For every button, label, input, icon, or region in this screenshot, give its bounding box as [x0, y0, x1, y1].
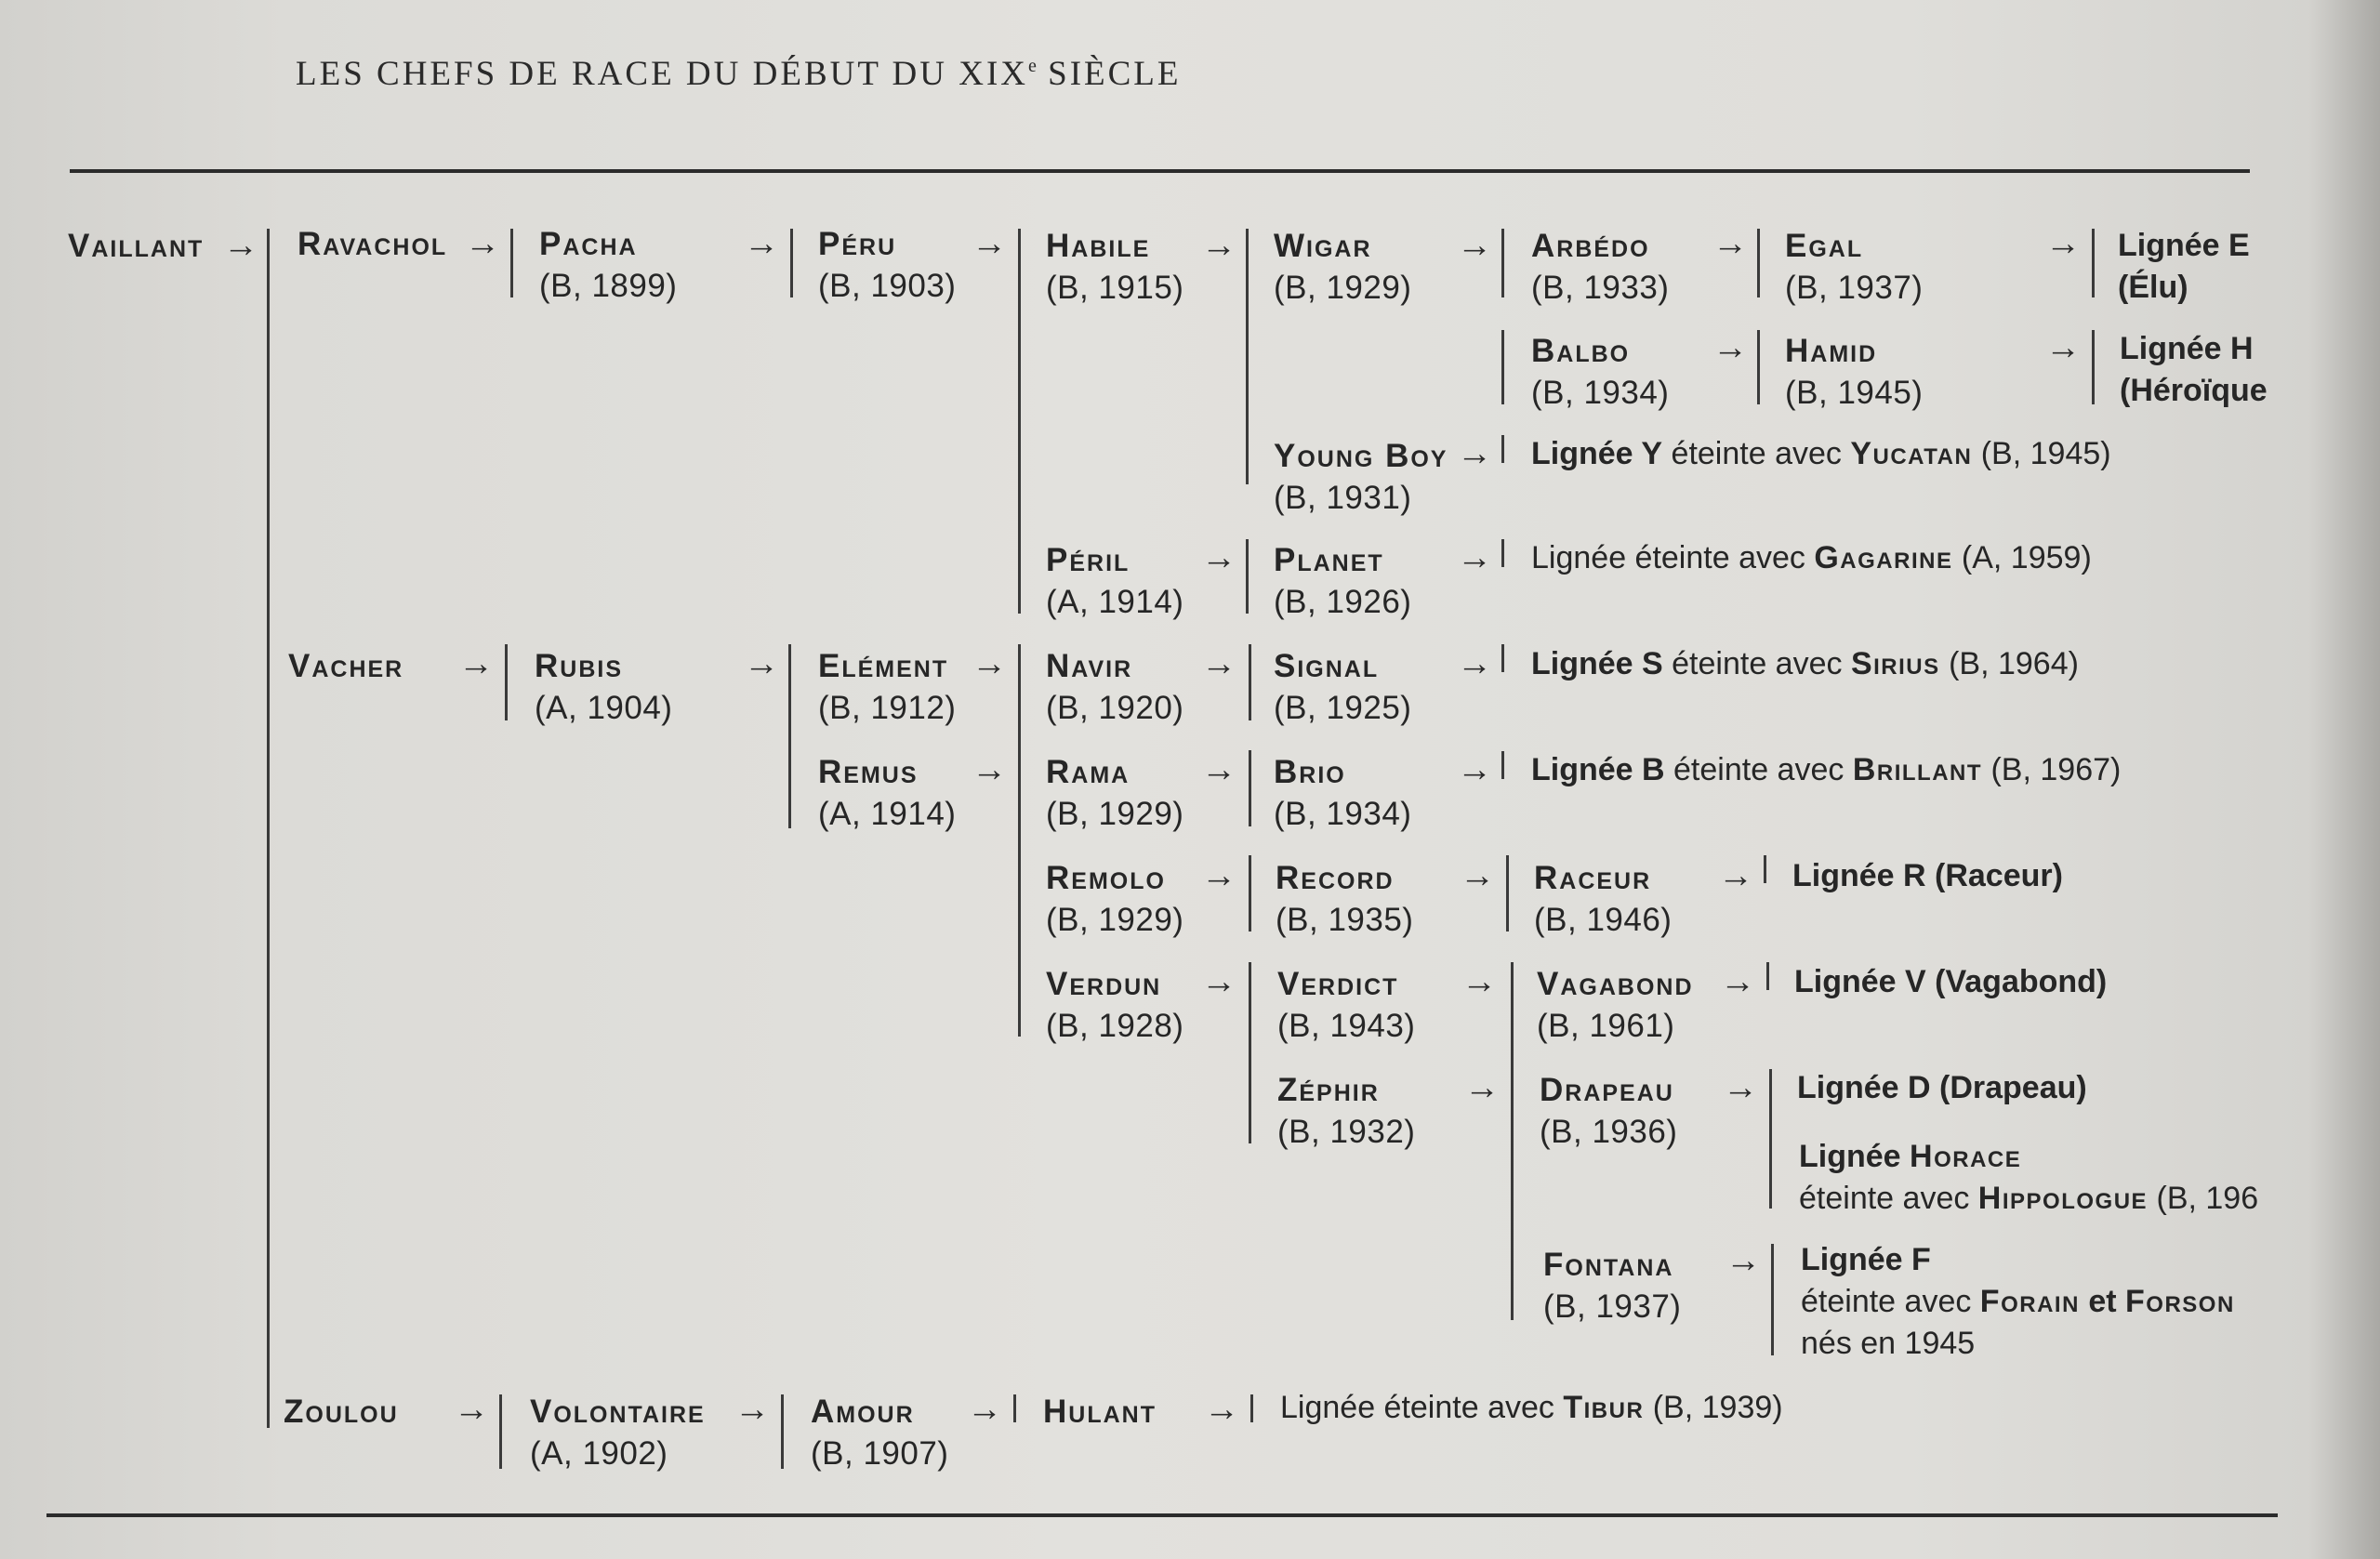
title-text-end: SIÈCLE: [1036, 55, 1182, 93]
bracket-line: [1501, 751, 1504, 779]
horse-date: (A, 1902): [530, 1435, 668, 1472]
node-vaillant: [68, 225, 204, 267]
node-brio: [1274, 751, 1411, 835]
lineage-date: (B, 196: [2148, 1181, 2259, 1216]
lineage-label: Lignée: [1799, 1139, 1911, 1174]
lineage-text: éteinte avec: [1662, 436, 1851, 471]
horse-name: Wigar: [1274, 228, 1372, 264]
lineage-horace: [1799, 1136, 2258, 1220]
arrow-icon: →: [972, 644, 1007, 683]
horse-date: (B, 1932): [1277, 1114, 1416, 1150]
node-vacher: [288, 645, 403, 687]
node-zoulou: [284, 1391, 399, 1433]
arrow-icon: →: [744, 644, 779, 683]
lineage-text: Lignée éteinte avec: [1531, 540, 1815, 575]
arrow-icon: →: [1457, 750, 1492, 789]
bracket-line: [1757, 330, 1760, 404]
lineage-label: Lignée F: [1801, 1242, 1931, 1277]
arrow-icon: →: [972, 224, 1007, 263]
bracket-line: [1249, 644, 1251, 720]
bracket-line: [267, 229, 270, 1428]
horse-name: Rama: [1046, 754, 1130, 790]
lineage-e: [2118, 225, 2250, 309]
lineage-tibur: [1280, 1387, 1783, 1429]
lineage-b: [1531, 749, 2121, 791]
arrow-icon: →: [454, 1390, 489, 1429]
bracket-line: [1501, 229, 1504, 297]
horse-name: Record: [1276, 860, 1395, 896]
horse-date: (B, 1929): [1046, 902, 1184, 938]
horse-date: (B, 1920): [1046, 690, 1184, 726]
lineage-note: (Élu): [2118, 270, 2188, 305]
lineage-note: (Héroïque: [2120, 373, 2268, 408]
horse-date: (B, 1945): [1785, 375, 1924, 411]
lineage-date: (B, 1964): [1939, 646, 2079, 681]
lineage-label: Lignée D (Drapeau): [1797, 1070, 2087, 1105]
arrow-icon: →: [1461, 962, 1497, 1001]
bracket-line: [1511, 962, 1514, 1320]
horse-date: (B, 1928): [1046, 1008, 1184, 1044]
arrow-icon: →: [458, 644, 494, 683]
bracket-line: [1771, 1244, 1774, 1355]
arrow-icon: →: [734, 1390, 770, 1429]
lineage-text: éteinte avec: [1664, 752, 1853, 787]
lineage-date: (B, 1967): [1982, 752, 2122, 787]
node-ravachol: [298, 223, 447, 265]
horse-name: Forson: [2125, 1284, 2235, 1319]
horse-date: (B, 1899): [539, 268, 678, 304]
arrow-icon: →: [1460, 856, 1495, 895]
horse-name: Raceur: [1534, 860, 1652, 896]
horse-name: Zoulou: [284, 1394, 399, 1430]
horse-name: Remus: [818, 754, 919, 790]
horse-date: (B, 1925): [1274, 690, 1412, 726]
arrow-icon: →: [2045, 328, 2081, 367]
node-rama: [1046, 751, 1183, 835]
horse-name: Zéphir: [1277, 1072, 1380, 1108]
horse-date: (B, 1935): [1276, 902, 1414, 938]
lineage-label: Lignée Y: [1531, 436, 1663, 471]
horse-name: Navir: [1046, 648, 1133, 684]
node-drapeau: [1540, 1069, 1677, 1153]
bracket-line: [499, 1394, 502, 1469]
node-habile: [1046, 225, 1183, 309]
node-youngboy: [1274, 435, 1448, 519]
node-rubis: [535, 645, 672, 729]
horse-name: Verdict: [1277, 966, 1399, 1002]
node-peru: [818, 223, 956, 307]
horse-date: (B, 1946): [1534, 902, 1673, 938]
lineage-label: Lignée B: [1531, 752, 1665, 787]
bracket-line: [1246, 229, 1249, 484]
bracket-line: [790, 229, 793, 297]
horse-name: Remolo: [1046, 860, 1166, 896]
arrow-icon: →: [1201, 962, 1236, 1001]
horse-date: (B, 1915): [1046, 270, 1184, 306]
bracket-line: [1766, 962, 1769, 990]
lineage-text: éteinte avec: [1662, 646, 1851, 681]
node-raceur: [1534, 857, 1672, 941]
node-amour: [811, 1391, 948, 1474]
node-volontaire: [530, 1391, 706, 1474]
horse-date: (B, 1926): [1274, 584, 1412, 620]
node-balbo: [1531, 330, 1669, 414]
bracket-line: [1769, 1069, 1772, 1209]
arrow-icon: →: [1720, 962, 1755, 1001]
horse-name: Volontaire: [530, 1394, 706, 1430]
horse-date: (B, 1933): [1531, 270, 1670, 306]
horse-name: Young Boy: [1274, 438, 1448, 474]
horse-name: Forain: [1979, 1284, 2080, 1319]
arrow-icon: →: [1464, 1068, 1500, 1107]
bracket-line: [1249, 855, 1251, 931]
lineage-s: [1531, 643, 2079, 685]
bracket-line: [510, 229, 513, 297]
bracket-line: [788, 644, 791, 828]
bottom-rule: [46, 1513, 2278, 1517]
horse-name: Ravachol: [298, 226, 448, 262]
node-fontana: [1543, 1244, 1681, 1328]
lineage-text: éteinte avec: [1801, 1284, 1980, 1319]
bracket-line: [1501, 644, 1504, 672]
horse-date: (B, 1931): [1274, 480, 1412, 516]
lineage-date: (B, 1939): [1644, 1390, 1783, 1425]
horse-name: Balbo: [1531, 333, 1631, 369]
horse-date: (B, 1936): [1540, 1114, 1678, 1150]
lineage-label: Lignée H: [2120, 331, 2254, 366]
bracket-line: [1018, 644, 1021, 1037]
horse-date: (B, 1943): [1277, 1008, 1416, 1044]
node-pacha: [539, 223, 677, 307]
arrow-icon: →: [1457, 434, 1492, 473]
arrow-icon: →: [2045, 224, 2081, 263]
horse-date: (B, 1934): [1274, 796, 1412, 832]
bracket-line: [1018, 229, 1021, 614]
arrow-icon: →: [1201, 538, 1236, 577]
horse-name: Sirius: [1850, 646, 1940, 681]
arrow-icon: →: [1726, 1241, 1761, 1280]
bracket-line: [1757, 229, 1760, 297]
horse-date: (B, 1929): [1046, 796, 1184, 832]
arrow-icon: →: [1457, 538, 1492, 577]
lineage-h: [2120, 328, 2268, 412]
node-zephir: [1277, 1069, 1415, 1153]
lineage-label: Lignée V (Vagabond): [1794, 964, 2108, 999]
bracket-line: [1506, 855, 1509, 931]
node-planet: [1274, 539, 1411, 623]
bracket-line: [1501, 435, 1504, 463]
horse-name: Amour: [811, 1394, 915, 1430]
lineage-text: Lignée éteinte avec: [1280, 1390, 1564, 1425]
arrow-icon: →: [1204, 1390, 1239, 1429]
horse-name: Egal: [1785, 228, 1864, 264]
arrow-icon: →: [223, 226, 258, 265]
lineage-line: [1799, 1178, 2258, 1220]
bracket-line: [781, 1394, 784, 1469]
lineage-f: [1801, 1239, 2235, 1365]
horse-date: (A, 1914): [1046, 584, 1184, 620]
arrow-icon: →: [1201, 856, 1236, 895]
horse-name: Arbédo: [1531, 228, 1650, 264]
node-element: [818, 645, 956, 729]
arrow-icon: →: [967, 1390, 1002, 1429]
node-wigar: [1274, 225, 1411, 309]
title-text: LES CHEFS DE RACE DU DÉBUT DU XIX: [296, 55, 1028, 93]
arrow-icon: →: [1201, 644, 1236, 683]
node-vagabond: [1537, 963, 1694, 1047]
arrow-icon: →: [972, 750, 1007, 789]
lineage-label: Lignée R (Raceur): [1792, 858, 2063, 893]
arrow-icon: →: [1457, 226, 1492, 265]
lineage-note: nés en 1945: [1801, 1326, 1976, 1361]
bracket-line: [1249, 962, 1251, 1143]
horse-date: (B, 1937): [1785, 270, 1924, 306]
horse-date: (B, 1934): [1531, 375, 1670, 411]
bracket-line: [1250, 1394, 1253, 1422]
bracket-line: [1246, 539, 1249, 614]
lineage-line: [1799, 1136, 2258, 1178]
horse-name: Fontana: [1543, 1247, 1674, 1283]
lineage-r: [1792, 855, 2063, 897]
bracket-line: [1013, 1394, 1016, 1422]
horse-name: Rubis: [535, 648, 624, 684]
lineage-y: [1531, 433, 2111, 475]
lineage-label: Lignée E: [2118, 228, 2250, 263]
arrow-icon: →: [1457, 644, 1492, 683]
horse-date: (A, 1914): [818, 796, 957, 832]
node-signal: [1274, 645, 1411, 729]
horse-name: Brio: [1274, 754, 1346, 790]
title-superscript: e: [1027, 56, 1037, 76]
horse-date: (B, 1912): [818, 690, 957, 726]
horse-name: Drapeau: [1540, 1072, 1674, 1108]
node-hamid: [1785, 330, 1923, 414]
bracket-line: [2092, 330, 2095, 404]
arrow-icon: →: [465, 224, 500, 263]
node-peril: [1046, 539, 1183, 623]
horse-name: Signal: [1274, 648, 1380, 684]
node-hulant: [1043, 1391, 1157, 1433]
bracket-line: [1501, 539, 1504, 567]
horse-name: Pacha: [539, 226, 638, 262]
horse-name: Planet: [1274, 542, 1384, 578]
horse-name: Péru: [818, 226, 897, 262]
node-verdun: [1046, 963, 1183, 1047]
lineage-date: (A, 1959): [1952, 540, 2092, 575]
horse-name: Yucatan: [1850, 436, 1973, 471]
horse-date: (B, 1903): [818, 268, 957, 304]
horse-date: (B, 1929): [1274, 270, 1412, 306]
node-navir: [1046, 645, 1183, 729]
horse-name: Vagabond: [1537, 966, 1694, 1002]
horse-name: Vaillant: [68, 228, 205, 264]
node-verdict: [1277, 963, 1415, 1047]
lineage-date: (B, 1945): [1972, 436, 2111, 471]
horse-name: Elément: [818, 648, 949, 684]
bracket-line: [2092, 229, 2095, 297]
horse-date: (A, 1904): [535, 690, 673, 726]
horse-name: Tibur: [1563, 1390, 1645, 1425]
bracket-line: [505, 644, 508, 720]
horse-name: Vacher: [288, 648, 404, 684]
lineage-v: [1794, 961, 2107, 1003]
horse-name: Péril: [1046, 542, 1130, 578]
lineage-text: éteinte avec: [1799, 1181, 1978, 1216]
page-title: [296, 54, 1182, 94]
horse-name: Hippologue: [1977, 1181, 2149, 1216]
top-rule: [70, 169, 2250, 173]
node-arbedo: [1531, 225, 1669, 309]
arrow-icon: →: [744, 224, 779, 263]
arrow-icon: →: [1712, 224, 1748, 263]
horse-date: (B, 1961): [1537, 1008, 1675, 1044]
horse-date: (B, 1937): [1543, 1288, 1682, 1325]
lineage-label: Lignée S: [1531, 646, 1663, 681]
bracket-line: [1249, 750, 1251, 826]
arrow-icon: →: [1718, 856, 1753, 895]
lineage-line: [1801, 1281, 2235, 1323]
lineage-d: [1797, 1067, 2087, 1109]
horse-name: Hulant: [1043, 1394, 1157, 1430]
lineage-gagarine: [1531, 537, 2092, 579]
arrow-icon: →: [1201, 750, 1236, 789]
horse-name: Habile: [1046, 228, 1151, 264]
node-egal: [1785, 225, 1923, 309]
horse-name: Gagarine: [1814, 540, 1953, 575]
lineage-text: et: [2079, 1284, 2126, 1319]
bracket-line: [1764, 855, 1766, 883]
arrow-icon: →: [1712, 328, 1748, 367]
arrow-icon: →: [1201, 226, 1236, 265]
horse-name: Horace: [1910, 1139, 2022, 1174]
horse-name: Brillant: [1852, 752, 1983, 787]
node-remus: [818, 751, 956, 835]
horse-name: Verdun: [1046, 966, 1162, 1002]
horse-date: (B, 1907): [811, 1435, 949, 1472]
node-record: [1276, 857, 1413, 941]
bracket-line: [1501, 330, 1504, 404]
arrow-icon: →: [1723, 1068, 1758, 1107]
node-remolo: [1046, 857, 1183, 941]
horse-name: Hamid: [1785, 333, 1878, 369]
